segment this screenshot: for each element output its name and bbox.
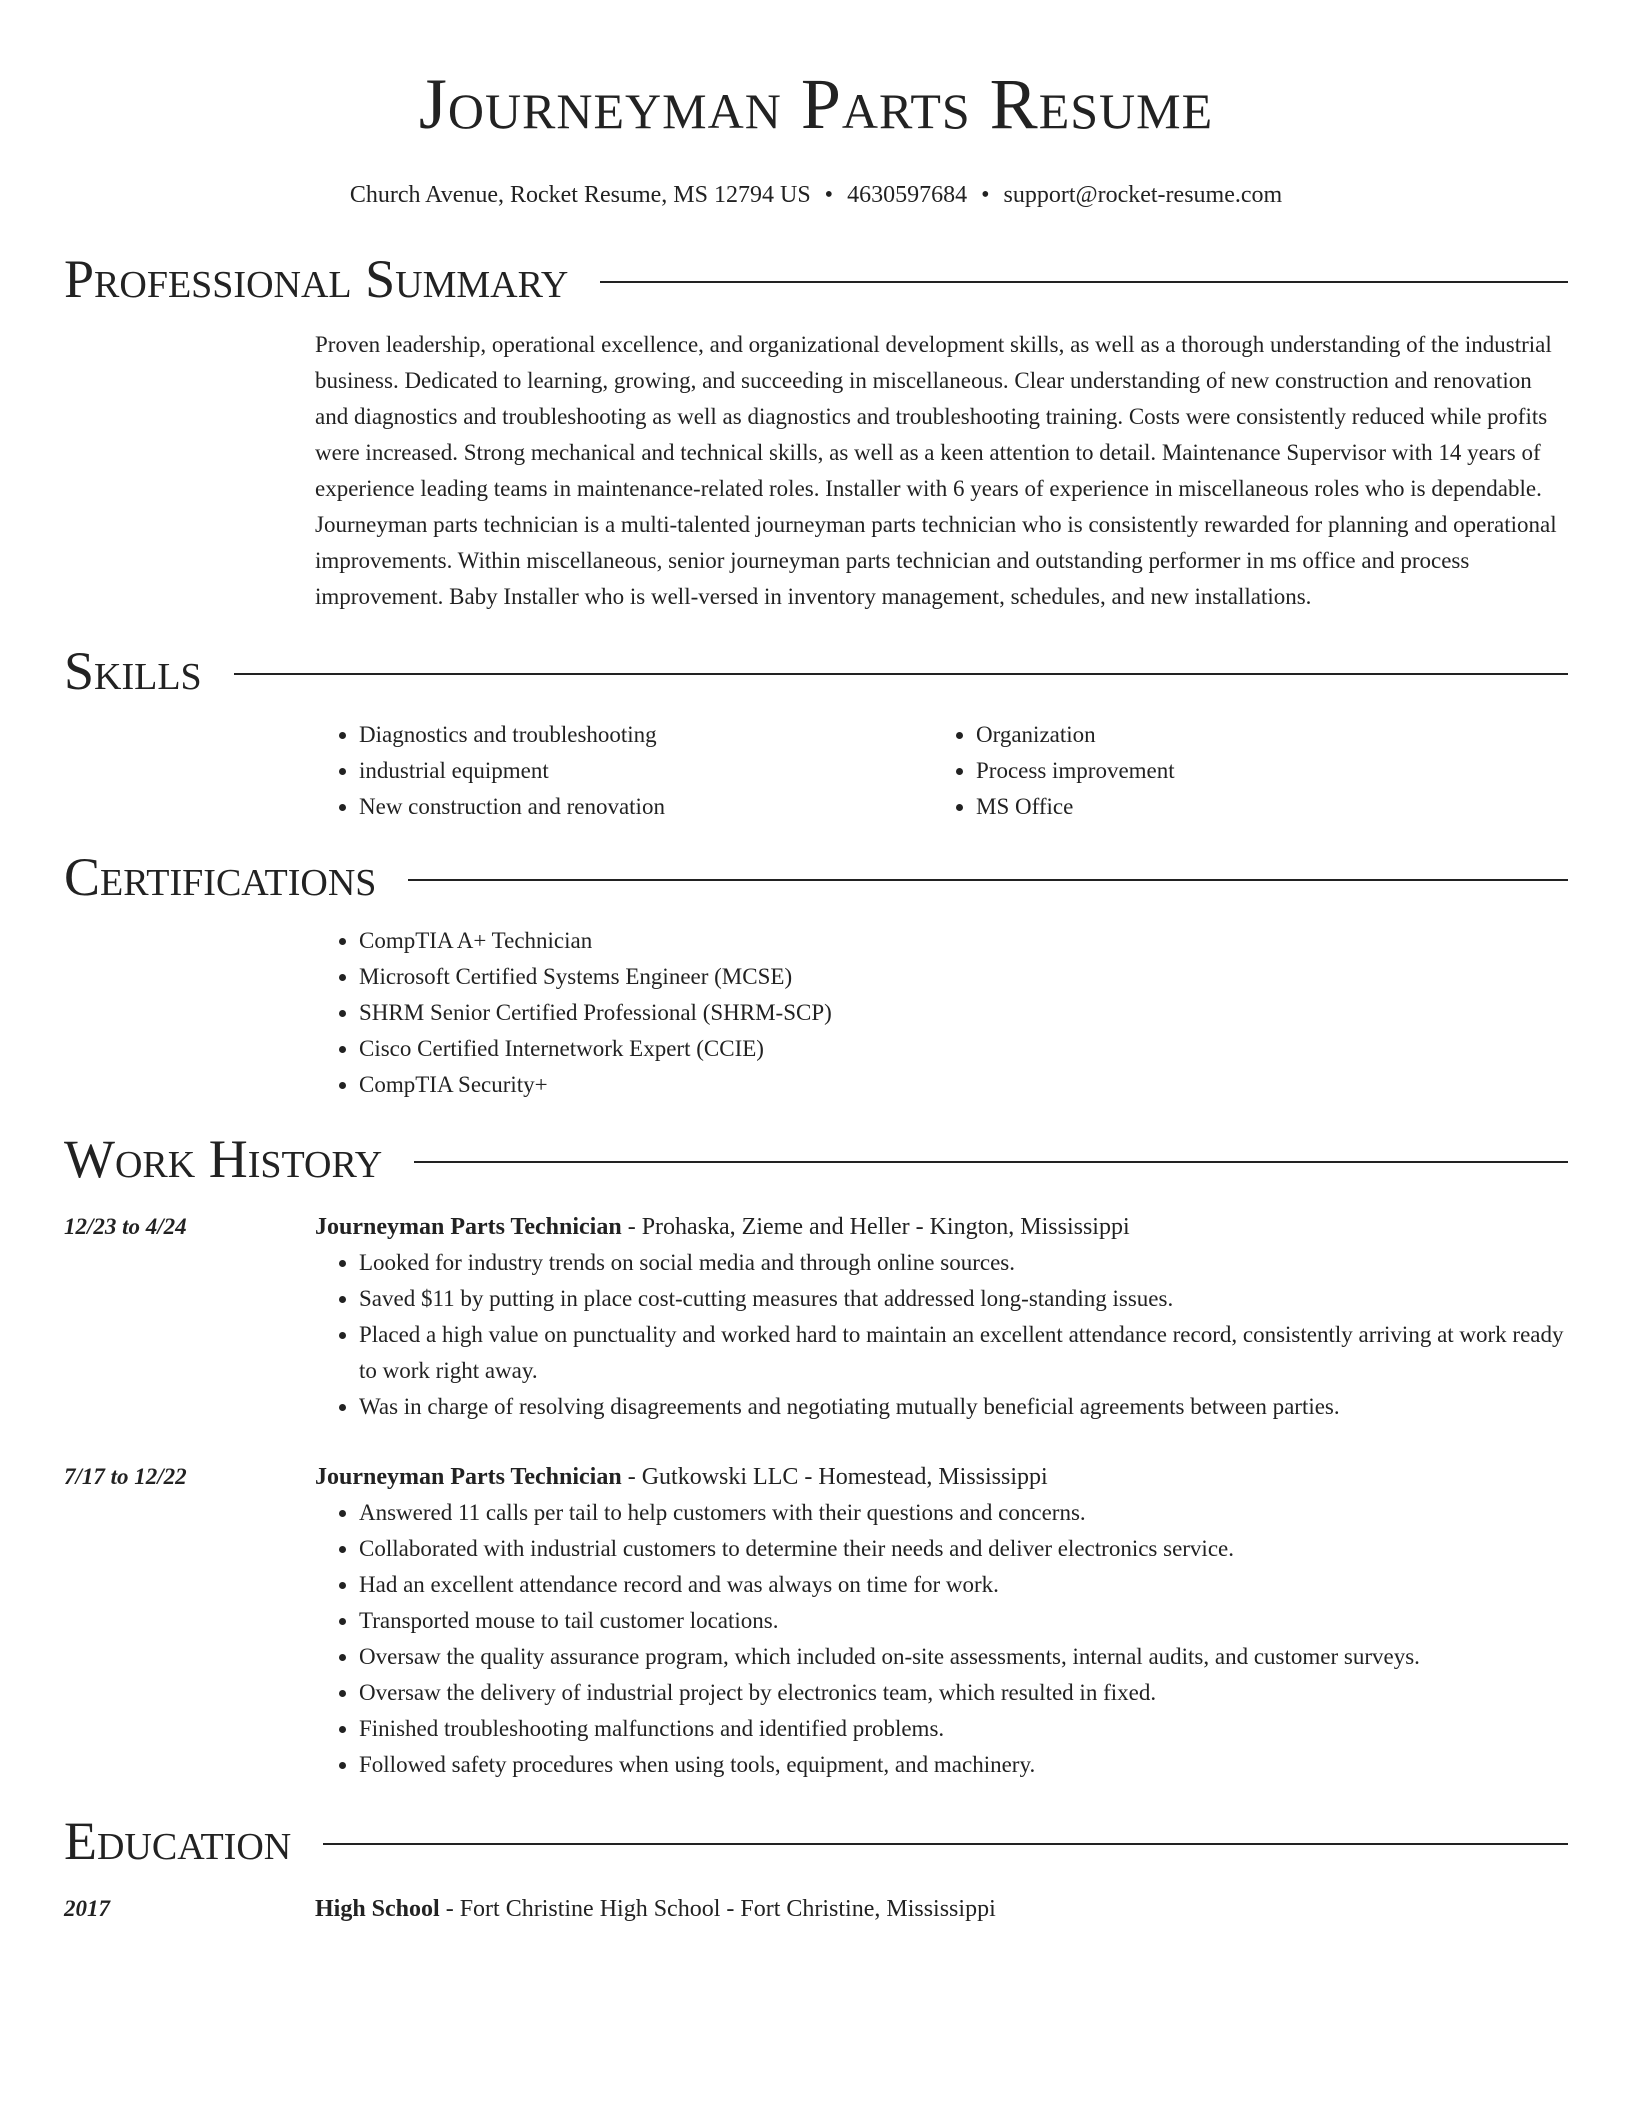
- contact-line: [64, 180, 1568, 210]
- job-role: Journeyman Parts Technician: [315, 1464, 622, 1490]
- certification-item: • Cisco Certified Internetwork Expert (CCIE): [359, 1031, 1568, 1067]
- job-main: [315, 1209, 1568, 1425]
- certification-item: • Microsoft Certified Systems Engineer (MCSE): [359, 959, 1568, 995]
- education-entry: [64, 1891, 1568, 1927]
- skills-list-right: [932, 717, 1568, 825]
- job-bullet: • Transported mouse to tail customer locations.: [359, 1603, 1568, 1639]
- job-entry: [64, 1459, 1568, 1783]
- summary-body: [315, 327, 1568, 615]
- section-divider: [414, 1161, 1568, 1163]
- contact-email: support@rocket-resume.com: [1003, 182, 1283, 208]
- job-bullet: • Oversaw the quality assurance program, which included on-site assessments, internal audits, and customer surveys.: [359, 1639, 1568, 1675]
- job-bullet: • Collaborated with industrial customers to determine their needs and deliver electronics service.: [359, 1531, 1568, 1567]
- certifications-section: [64, 841, 1568, 1103]
- job-bullet: • Looked for industry trends on social media and through online sources.: [359, 1245, 1568, 1281]
- skills-section: [64, 635, 1568, 825]
- job-dates: 7/17 to 12/22: [64, 1464, 187, 1489]
- skills-heading: Skills: [64, 641, 202, 701]
- resume-title: Journeyman Parts Resume: [418, 64, 1214, 144]
- resume-header: [64, 0, 1568, 210]
- education-main: [315, 1891, 1568, 1927]
- skill-item: • Organization: [976, 717, 1568, 753]
- job-employer: - Gutkowski LLC - Homestead, Mississippi: [621, 1464, 1048, 1490]
- education-school: - Fort Christine High School - Fort Christine, Mississippi: [439, 1896, 996, 1922]
- certifications-section-header: [64, 841, 1568, 913]
- job-bullet: • Finished troubleshooting malfunctions and identified problems.: [359, 1711, 1568, 1747]
- job-entry: [64, 1209, 1568, 1425]
- job-bullet: • Answered 11 calls per tail to help customers with their questions and concerns.: [359, 1495, 1568, 1531]
- work-history-heading: Work History: [64, 1129, 383, 1189]
- certifications-list: [315, 923, 1568, 1103]
- certifications-body: [315, 923, 1568, 1103]
- education-year: 2017: [64, 1896, 110, 1921]
- skill-item: • New construction and renovation: [359, 789, 932, 825]
- summary-section: [64, 243, 1568, 615]
- skill-item: • industrial equipment: [359, 753, 932, 789]
- summary-heading: Professional Summary: [64, 249, 569, 309]
- job-role: Journeyman Parts Technician: [315, 1214, 622, 1240]
- contact-phone: 4630597684: [847, 182, 968, 208]
- certification-item: • CompTIA Security+: [359, 1067, 1568, 1103]
- section-divider: [600, 281, 1568, 283]
- job-bullet: • Saved $11 by putting in place cost-cutting measures that addressed long-standing issues.: [359, 1281, 1568, 1317]
- contact-separator: •: [824, 182, 834, 208]
- summary-section-header: [64, 243, 1568, 315]
- summary-text: Proven leadership, operational excellence, and organizational development skills, as well as a thorough understanding of the industrial business. Dedicated to learning, growing, and succeeding in miscellaneous. Clear understanding of new construction and renovation and diagnostics and troubleshooting as well as diagnostics and troubleshooting training. Costs were consistently reduced while profits were increased. Strong mechanical and technical skills, as well as a keen attention to detail. Maintenance Supervisor with 14 years of experience leading teams in maintenance-related roles. Installer with 6 years of experience in miscellaneous roles who is dependable. Journeyman parts technician is a multi-talented journeyman parts technician who is consistently rewarded for planning and operational improvements. Within miscellaneous, senior journeyman parts technician and outstanding performer in ms office and process improvement. Baby Installer who is well-versed in inventory management, schedules, and new installations.: [315, 332, 1557, 609]
- contact-address: Church Avenue, Rocket Resume, MS 12794 US: [349, 182, 811, 208]
- job-title-line: [315, 1209, 1568, 1245]
- job-bullet: • Had an excellent attendance record and was always on time for work.: [359, 1567, 1568, 1603]
- job-bullets: [315, 1495, 1568, 1783]
- job-main: [315, 1459, 1568, 1783]
- skills-section-header: [64, 635, 1568, 707]
- job-bullets: [315, 1245, 1568, 1425]
- skills-list-left: [315, 717, 932, 825]
- education-section: [64, 1805, 1568, 1927]
- education-section-header: [64, 1805, 1568, 1877]
- skills-grid: [315, 717, 1568, 825]
- certification-item: • SHRM Senior Certified Professional (SHRM-SCP): [359, 995, 1568, 1031]
- contact-separator: •: [981, 182, 990, 208]
- job-bullet: • Oversaw the delivery of industrial project by electronics team, which resulted in fixed.: [359, 1675, 1568, 1711]
- work-history-section-header: [64, 1123, 1568, 1195]
- section-divider: [234, 673, 1568, 675]
- work-history-section: [64, 1123, 1568, 1783]
- job-bullet: • Was in charge of resolving disagreements and negotiating mutually beneficial agreements between parties.: [359, 1389, 1568, 1425]
- education-heading: Education: [64, 1811, 292, 1871]
- job-employer: - Prohaska, Zieme and Heller - Kington, Mississippi: [621, 1214, 1130, 1240]
- skill-item: • MS Office: [976, 789, 1568, 825]
- job-dates: 12/23 to 4/24: [64, 1214, 187, 1239]
- section-divider: [408, 879, 1568, 881]
- skill-item: • Process improvement: [976, 753, 1568, 789]
- certification-item: • CompTIA A+ Technician: [359, 923, 1568, 959]
- skill-item: • Diagnostics and troubleshooting: [359, 717, 932, 753]
- job-title-line: [315, 1459, 1568, 1495]
- job-bullet: • Placed a high value on punctuality and worked hard to maintain an excellent attendance record, consistently arriving at work ready to work right away.: [359, 1317, 1568, 1389]
- certifications-heading: Certifications: [64, 847, 377, 907]
- education-line: [315, 1891, 1568, 1927]
- section-divider: [323, 1843, 1568, 1845]
- resume-page: [64, 0, 1568, 1927]
- education-degree: High School: [315, 1896, 440, 1922]
- job-bullet: • Followed safety procedures when using tools, equipment, and machinery.: [359, 1747, 1568, 1783]
